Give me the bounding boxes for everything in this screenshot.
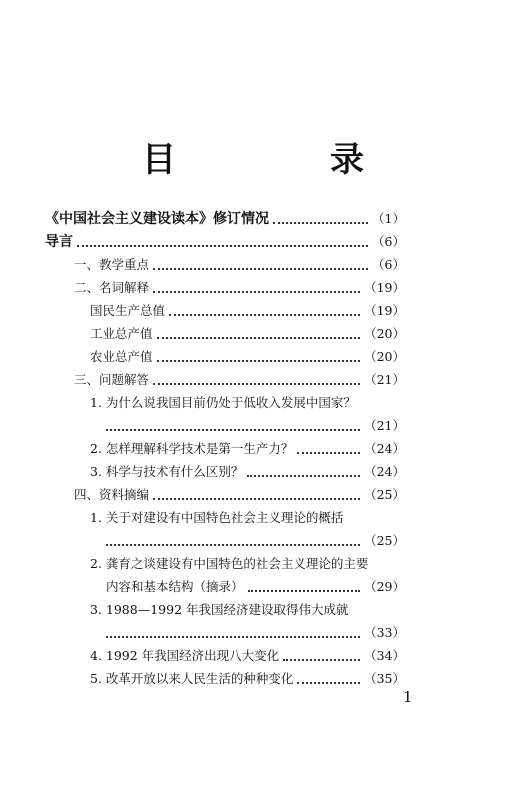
toc-entry (90, 301, 405, 321)
dot-leader (157, 337, 361, 339)
toc-entry-page: （25） (364, 533, 405, 548)
toc-entry (106, 577, 405, 597)
toc-entry-label: 3. 科学与技术有什么区别？ (90, 464, 244, 479)
toc-entry-label: 3. 1988—1992 年我国经济建设取得伟大成就 (90, 602, 349, 617)
toc-entry-label: 1. 关于对建设有中国特色社会主义理论的概括 (90, 510, 344, 525)
toc-entry (90, 669, 405, 689)
toc-entry-page: （1） (372, 211, 405, 226)
dot-leader (247, 475, 360, 477)
toc-entry (90, 393, 405, 413)
toc-entry (90, 462, 405, 482)
toc-entry (45, 209, 405, 229)
dot-leader (169, 314, 360, 316)
dot-leader (283, 659, 360, 661)
dot-leader (106, 636, 360, 638)
dot-leader (153, 383, 360, 385)
toc-entry-label: 1. 为什么说我国目前仍处于低收入发展中国家？ (90, 395, 356, 410)
toc-entry-label: 《中国社会主义建设读本》修订情况 (45, 211, 269, 227)
toc-entry-page: （20） (364, 349, 405, 364)
toc-entry-label: 国民生产总值 (90, 303, 166, 318)
toc-entry-page: （20） (364, 326, 405, 341)
toc-entry-label: 4. 1992 年我国经济出现八大变化 (90, 648, 280, 663)
toc-entry-label: 内容和基本结构（摘录） (106, 579, 244, 594)
dot-leader (157, 360, 361, 362)
toc-entry-continuation (106, 623, 405, 643)
toc-entry-page: （21） (364, 418, 405, 433)
toc-entry (74, 278, 405, 298)
toc-entry-page: （19） (364, 280, 405, 295)
toc-entry-label: 2. 龚育之谈建设有中国特色的社会主义理论的主要 (90, 556, 369, 571)
dot-leader (153, 291, 360, 293)
toc-entry-label: 二、名词解释 (74, 280, 150, 295)
toc-entry-label: 导言 (45, 234, 73, 250)
toc-entry (45, 232, 405, 252)
toc-entry (90, 554, 405, 574)
dot-leader (77, 245, 368, 247)
toc-entry (90, 508, 405, 528)
toc-entry-page: （6） (372, 257, 405, 272)
toc-entry-label: 2. 怎样理解科学技术是第一生产力？ (90, 441, 294, 456)
toc-entry-page: （19） (364, 303, 405, 318)
toc-entry-page: （6） (372, 234, 405, 249)
toc-entry-page: （29） (364, 579, 405, 594)
toc-entry-page: （25） (364, 487, 405, 502)
toc-entry-page: （24） (364, 441, 405, 456)
toc-entry-label: 三、问题解答 (74, 372, 150, 387)
dot-leader (106, 429, 360, 431)
toc-entry (74, 485, 405, 505)
toc-entry-page: （21） (364, 372, 405, 387)
dot-leader (297, 452, 360, 454)
toc-entry (90, 600, 405, 620)
toc-entry-label: 四、资料摘编 (74, 487, 150, 502)
toc-entry-page: （33） (364, 625, 405, 640)
dot-leader (248, 590, 361, 592)
toc-entry-continuation (106, 416, 405, 436)
dot-leader (153, 498, 360, 500)
toc-entry-label: 农业总产值 (90, 349, 153, 364)
toc-entry (74, 370, 405, 390)
toc-entry-page: （24） (364, 464, 405, 479)
page-number: 1 (403, 688, 413, 706)
dot-leader (273, 222, 368, 224)
toc-entry (90, 646, 405, 666)
toc-entry-page: （34） (364, 648, 405, 663)
toc-entry (74, 255, 405, 275)
toc-entry-label: 5. 改革开放以来人民生活的种种变化 (90, 671, 294, 686)
dot-leader (106, 544, 360, 546)
toc-entry-page: （35） (364, 671, 405, 686)
toc-entry (90, 347, 405, 367)
dot-leader (297, 682, 360, 684)
page-title: 目 录 (142, 140, 424, 180)
toc-entry (90, 324, 405, 344)
toc-entry-label: 工业总产值 (90, 326, 153, 341)
toc-entry-label: 一、教学重点 (74, 257, 150, 272)
toc-entry (90, 439, 405, 459)
dot-leader (153, 268, 368, 270)
toc-entry-continuation (106, 531, 405, 551)
